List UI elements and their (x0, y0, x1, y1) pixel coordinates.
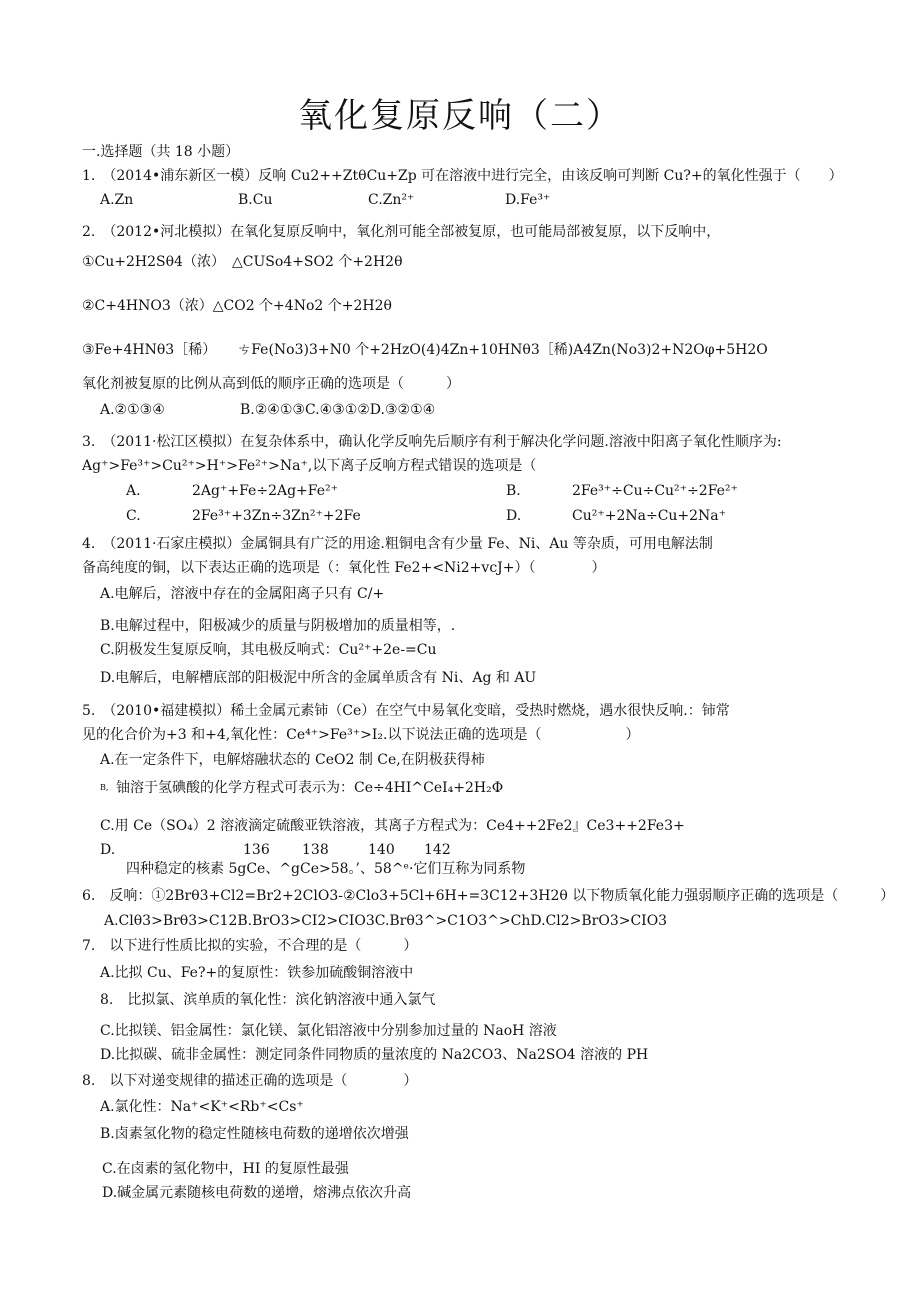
question-6-options: A.Clθ3>Brθ3>C12B.BrO3>CI2>CIO3C.Brθ3^>C1O3^>ChD.Cl2>BrO3>CIO3 (104, 913, 668, 929)
question-7-stem: 7. 以下进行性质比拟的实验，不合理的是（ ） (82, 938, 418, 954)
question-4-option-c: C.阴极发生复原反响，其电极反响式：Cu²⁺+2e-=Cu (100, 642, 437, 658)
question-8-option-a: A.氯化性：Na⁺<K⁺<Rb⁺<Cs⁺ (100, 1099, 304, 1115)
question-8-option-c: C.在卤素的氢化物中，HI 的复原性最强 (102, 1161, 349, 1177)
question-1-option-c: C.Zn²⁺ (368, 192, 415, 208)
question-5-mass-number-1: 136 (243, 842, 270, 858)
question-5-stem-cont: 见的化合价为+3 和+4,氧化性：Ce⁴⁺>Fe³⁺>I₂.以下说法正确的选项是（ ） (82, 727, 640, 743)
question-7-option-b: 8. 比拟氯、滨单质的氧化性：滨化钠溶液中通入氯气 (100, 992, 436, 1008)
page-title: 氧化复原反响（二） (298, 96, 622, 136)
section-heading: 一.选择题（共 18 小题） (82, 144, 240, 160)
question-7-option-c: C.比拟镁、铝金属性：氯化镁、氯化铝溶液中分别参加过量的 NaoH 溶液 (100, 1023, 557, 1039)
question-3-stem: 3. （2011·松江区模拟）在复杂体系中，确认化学反响先后顺序有利于解决化学问题.溶液中阳离子氧化性顺序为: (82, 434, 782, 450)
question-2-stem: 2. （2012•河北模拟）在氧化复原反响中，氧化剂可能全部被复原，也可能局部被复原，以下反响中， (82, 224, 721, 240)
question-1-option-d: D.Fe³⁺ (505, 192, 551, 208)
question-4-option-b: B.电解过程中，阳极减少的质量与阴极增加的质量相等，. (100, 618, 456, 634)
question-5-mass-number-3: 140 (368, 842, 395, 858)
question-3-option-a-label: A. (126, 483, 141, 499)
question-7-option-d: D.比拟碳、硫非金属性：测定同条件同物质的量浓度的 Na2CO3、Na2SO4 溶液的 PH (100, 1047, 649, 1063)
question-1-option-a: A.Zn (100, 192, 134, 208)
question-1-stem: 1. （2014•浦东新区一模）反响 Cu2++ZtθCu+Zp 可在溶液中进行完全，由该反响可判断 Cu?+的氧化性强于（ ） (82, 168, 843, 184)
question-3-stem-cont: Ag⁺>Fe³⁺>Cu²⁺>H⁺>Fe²⁺>Na⁺,以下离子反响方程式错误的选项是（ (82, 458, 537, 474)
question-5-option-b: 铀溶于氢碘酸的化学方程式可表示为：Ce÷4HI^CeI₄+2H₂Φ (116, 780, 504, 796)
question-2-prompt: 氧化剂被复原的比例从高到低的顺序正确的选项是（ ） (82, 376, 460, 392)
question-4-stem-cont: 备高纯度的铜，以下表达正确的选项是（：氧化性 Fe2+<Ni2+vcJ+）（ ） (82, 560, 606, 576)
question-5-option-d-label: D. (100, 842, 116, 858)
question-5-mass-number-2: 138 (302, 842, 329, 858)
question-2-option-a: A.②①③④ (100, 402, 165, 418)
question-3-option-d: Cu²⁺+2Na÷Cu+2Na⁺ (572, 508, 727, 524)
question-3-option-c: 2Fe³⁺+3Zn÷3Zn²⁺+2Fe (192, 508, 361, 524)
question-3-option-a: 2Ag⁺+Fe÷2Ag+Fe²⁺ (192, 483, 339, 499)
question-4-option-a: A.电解后，溶液中存在的金属阳离子只有 C/+ (100, 586, 385, 602)
question-8-stem: 8. 以下对递变规律的描述正确的选项是（ ） (82, 1073, 418, 1089)
question-3-option-b: 2Fe³⁺÷Cu÷Cu²⁺÷2Fe²⁺ (572, 483, 738, 499)
question-5-option-c: C.用 Ce（SO₄）2 溶液滴定硫酸亚铁溶液，其离子方程式为：Ce4++2Fe2』Ce3++2Fe3+ (100, 818, 685, 834)
question-5-option-b-mark: B, (100, 783, 109, 792)
question-1-option-b: B.Cu (238, 192, 273, 208)
question-6-stem: 6. 反响：①2Brθ3+Cl2=Br2+2ClO3-②Clo3+5Cl+6H+=3C12+3H2θ 以下物质氧化能力强弱顺序正确的选项是（ ） (82, 888, 895, 904)
question-5-option-a: A.在一定条件下，电解熔融状态的 CeO2 制 Ce,在阴极获得柿 (100, 752, 485, 768)
question-4-stem: 4. （2011·石家庄模拟）金属铜具有广泛的用途.粗铜电含有少量 Fe、Ni、Au 等杂质，可用电解法制 (82, 536, 713, 552)
question-8-option-d: D.碱金属元素随核电荷数的递增，熔沸点依次升高 (102, 1185, 412, 1201)
question-5-mass-number-4: 142 (424, 842, 451, 858)
question-2-reaction-1: ①Cu+2H2Sθ4（浓） △CUSo4+SO2 个+2H2θ (82, 254, 403, 270)
question-5-option-d: 四种稳定的核素 5gCe、^gCe>58。’、58^ᵉ·它们互称为同系物 (126, 861, 526, 877)
question-3-option-c-label: C. (126, 508, 141, 524)
question-5-stem: 5. （2010•福建模拟）稀土金属元素铈（Ce）在空气中易氧化变暗，受热时燃烧，遇水很快反响.：铈常 (82, 703, 730, 719)
question-2-reaction-2: ②C+4HNO3（浓）△CO2 个+4No2 个+2H2θ (82, 298, 392, 314)
question-3-option-d-label: D. (506, 508, 522, 524)
question-8-option-b: B.卤素氢化物的稳定性随核电荷数的递增依次增强 (100, 1126, 409, 1142)
question-3-option-b-label: B. (506, 483, 521, 499)
question-2-options-bcd: B.②④①③C.④③①②D.③②①④ (240, 402, 436, 418)
question-4-option-d: D.电解后，电解槽底部的阳极泥中所含的金属单质含有 Ni、Ag 和 AU (100, 670, 537, 686)
question-2-reaction-3: ③Fe+4HNθ3［稀） ㄘFe(No3)3+N0 个+2HzO(4)4Zn+10HNθ3［稀)A4Zn(No3)2+N2Oφ+5H2O (82, 342, 768, 358)
question-7-option-a: A.比拟 Cu、Fe?+的复原性：铁参加硫酸铜溶液中 (100, 965, 414, 981)
